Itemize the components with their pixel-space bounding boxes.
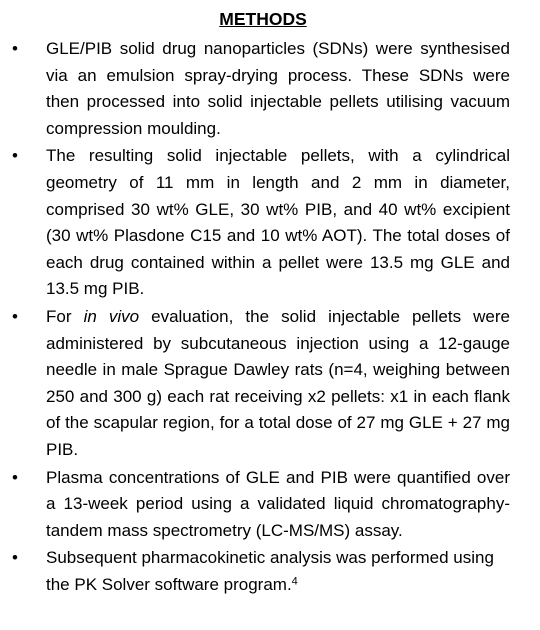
list-item — [0, 143, 540, 303]
bullet-text-body: evaluation, the solid injectable pellets were administered by subcutaneous injection using a 12-gauge needle in male Sprague Dawley rats (n=4, weighing between 250 and 300 g) each rat receiving x2 pellets: x1 in each flank of the scapular region, for a total dose of 27 mg GLE + 27 mg PIB. — [46, 306, 510, 459]
bullet-text: The resulting solid injectable pellets, with a cylindrical geometry of 11 mm in length and 2 mm in diameter, comprised 30 wt% GLE, 30 wt% PIB, and 40 wt% excipient (30 wt% Plasdone C15 and 10 wt% AOT). The total doses of each drug contained within a pellet were 13.5 mg GLE and 13.5 mg PIB. — [46, 146, 510, 299]
bullet-icon: • — [12, 467, 18, 487]
bullet-text — [46, 304, 510, 464]
bullet-icon: • — [12, 39, 18, 58]
methods-bullet-list — [0, 36, 540, 599]
bullet-text-prefix: For — [46, 306, 84, 326]
bullet-icon: • — [12, 548, 18, 568]
bullet-text-body: Subsequent pharmacokinetic analysis was performed using the PK Solver software program. — [46, 548, 494, 594]
list-item — [0, 545, 540, 598]
in-vivo-italic: in vivo — [83, 306, 140, 326]
bullet-text: Plasma concentrations of GLE and PIB were quantified over a 13-week period using a validated liquid chromatography-tandem mass spectrometry (LC-MS/MS) assay. — [46, 467, 510, 540]
list-item — [0, 304, 540, 464]
section-heading: METHODS — [219, 9, 307, 29]
bullet-text — [46, 545, 510, 598]
list-item — [0, 465, 540, 545]
bullet-icon: • — [12, 146, 18, 166]
reference-superscript: 4 — [291, 575, 298, 588]
bullet-icon: • — [12, 306, 18, 326]
list-item — [0, 36, 540, 142]
bullet-text: GLE/PIB solid drug nanoparticles (SDNs) were synthesised via an emulsion spray-drying process. These SDNs were then processed into solid injectable pellets utilising vacuum compression moulding. — [46, 39, 510, 138]
